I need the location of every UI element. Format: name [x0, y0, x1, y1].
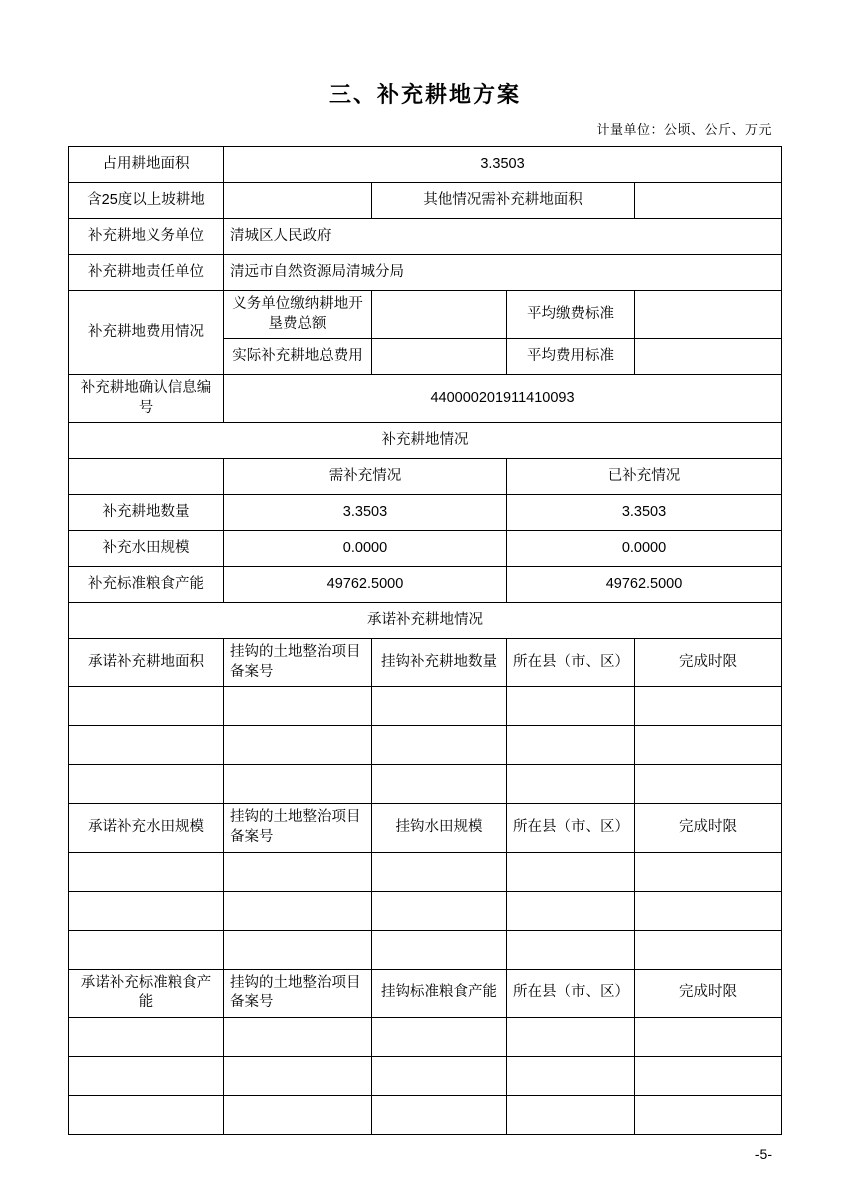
promise-capacity-deadline-header: 完成时限 — [634, 969, 781, 1017]
table-row — [68, 567, 781, 603]
promise-cell — [506, 687, 634, 726]
promise-cell — [371, 1017, 506, 1056]
table-row — [68, 375, 781, 423]
promise-cell — [506, 852, 634, 891]
table-row — [68, 1017, 781, 1056]
promise-cell — [68, 765, 223, 804]
confirm-number-label: 补充耕地确认信息编号 — [68, 375, 223, 423]
promise-cell — [371, 726, 506, 765]
fee-item1-standard-label: 平均缴费标准 — [506, 291, 634, 339]
promise-paddy-header: 承诺补充水田规模 — [68, 804, 223, 852]
promise-cell — [506, 1095, 634, 1134]
promise-cell — [68, 891, 223, 930]
supplement-capacity-label: 补充标准粮食产能 — [68, 567, 223, 603]
supplement-header-blank — [68, 459, 223, 495]
promise-paddy-scale-header: 挂钩水田规模 — [371, 804, 506, 852]
other-supplement-value — [634, 183, 781, 219]
supplement-quantity-done: 3.3503 — [506, 495, 781, 531]
need-supplement-header: 需补充情况 — [223, 459, 506, 495]
promise-cell — [371, 765, 506, 804]
table-row — [68, 639, 781, 687]
promise-cell — [634, 726, 781, 765]
promise-cell — [68, 726, 223, 765]
promise-cell — [223, 1095, 371, 1134]
table-row — [68, 969, 781, 1017]
supplement-paddy-done: 0.0000 — [506, 531, 781, 567]
promise-cell — [371, 687, 506, 726]
table-row — [68, 765, 781, 804]
fee-item2-standard-label: 平均费用标准 — [506, 339, 634, 375]
unit-note: 计量单位：公顷、公斤、万元 — [596, 122, 772, 137]
page-number: -5- — [754, 1146, 772, 1162]
promise-cell — [634, 852, 781, 891]
supplement-capacity-need: 49762.5000 — [223, 567, 506, 603]
supplement-quantity-need: 3.3503 — [223, 495, 506, 531]
supplement-paddy-need: 0.0000 — [223, 531, 506, 567]
fee-item2-value — [371, 339, 506, 375]
table-row — [68, 495, 781, 531]
duty-unit-value: 清城区人民政府 — [223, 219, 781, 255]
promise-cell — [68, 930, 223, 969]
promise-cell — [223, 930, 371, 969]
fee-situation-label: 补充耕地费用情况 — [68, 291, 223, 375]
promise-capacity-project-number-header: 挂钩的土地整治项目备案号 — [223, 969, 371, 1017]
promise-cell — [223, 687, 371, 726]
promise-paddy-project-number-header: 挂钩的土地整治项目备案号 — [223, 804, 371, 852]
table-row — [68, 603, 781, 639]
promise-capacity-value-header: 挂钩标准粮食产能 — [371, 969, 506, 1017]
responsible-unit-value: 清远市自然资源局清城分局 — [223, 255, 781, 291]
promise-project-number-header: 挂钩的土地整治项目备案号 — [223, 639, 371, 687]
promise-area-header: 承诺补充耕地面积 — [68, 639, 223, 687]
table-row — [68, 423, 781, 459]
promise-cell — [68, 687, 223, 726]
table-row — [68, 531, 781, 567]
table-row — [68, 852, 781, 891]
promise-cell — [223, 1017, 371, 1056]
promise-cell — [506, 765, 634, 804]
promise-cell — [68, 1095, 223, 1134]
promise-deadline-header: 完成时限 — [634, 639, 781, 687]
promise-cell — [223, 1056, 371, 1095]
promise-cell — [223, 891, 371, 930]
page-title: 三、补充耕地方案 — [328, 82, 521, 107]
table-row — [68, 804, 781, 852]
promise-cell — [371, 930, 506, 969]
table-row — [68, 183, 781, 219]
supplement-farmland-table — [68, 146, 782, 1135]
supplement-quantity-label: 补充耕地数量 — [68, 495, 223, 531]
promise-cell — [506, 1017, 634, 1056]
fee-item1-standard-value — [634, 291, 781, 339]
promise-paddy-deadline-header: 完成时限 — [634, 804, 781, 852]
promise-cell — [68, 1017, 223, 1056]
fee-item1-label: 义务单位缴纳耕地开垦费总额 — [223, 291, 371, 339]
promise-cell — [634, 765, 781, 804]
promise-quantity-header: 挂钩补充耕地数量 — [371, 639, 506, 687]
promise-county-header: 所在县（市、区） — [506, 639, 634, 687]
table-row — [68, 147, 781, 183]
promise-cell — [506, 726, 634, 765]
supplement-capacity-done: 49762.5000 — [506, 567, 781, 603]
slope-farmland-value — [223, 183, 371, 219]
promise-cell — [506, 891, 634, 930]
promise-cell — [371, 1056, 506, 1095]
table-row — [68, 930, 781, 969]
promise-cell — [506, 930, 634, 969]
promise-cell — [371, 891, 506, 930]
occupied-area-value: 3.3503 — [223, 147, 781, 183]
table-row — [68, 219, 781, 255]
table-row — [68, 1095, 781, 1134]
promise-cell — [223, 726, 371, 765]
promise-paddy-county-header: 所在县（市、区） — [506, 804, 634, 852]
occupied-area-label: 占用耕地面积 — [68, 147, 223, 183]
other-supplement-label: 其他情况需补充耕地面积 — [371, 183, 634, 219]
promise-cell — [223, 765, 371, 804]
table-row — [68, 687, 781, 726]
responsible-unit-label: 补充耕地责任单位 — [68, 255, 223, 291]
promise-capacity-header: 承诺补充标准粮食产能 — [68, 969, 223, 1017]
promise-cell — [634, 1095, 781, 1134]
fee-item2-standard-value — [634, 339, 781, 375]
table-row — [68, 255, 781, 291]
supplement-paddy-label: 补充水田规模 — [68, 531, 223, 567]
promise-cell — [506, 1056, 634, 1095]
promise-cell — [223, 852, 371, 891]
promise-cell — [634, 891, 781, 930]
promise-cell — [371, 852, 506, 891]
duty-unit-label: 补充耕地义务单位 — [68, 219, 223, 255]
table-row — [68, 459, 781, 495]
section-supplement-title: 补充耕地情况 — [68, 423, 781, 459]
promise-cell — [634, 687, 781, 726]
table-row — [68, 726, 781, 765]
fee-item1-value — [371, 291, 506, 339]
promise-cell — [634, 930, 781, 969]
promise-cell — [68, 852, 223, 891]
confirm-number-value: 440000201911410093 — [223, 375, 781, 423]
fee-item2-label: 实际补充耕地总费用 — [223, 339, 371, 375]
table-row — [68, 891, 781, 930]
table-row — [68, 1056, 781, 1095]
promise-cell — [371, 1095, 506, 1134]
table-row — [68, 291, 781, 339]
section-promise-title: 承诺补充耕地情况 — [68, 603, 781, 639]
promise-capacity-county-header: 所在县（市、区） — [506, 969, 634, 1017]
slope-farmland-label: 含25度以上坡耕地 — [68, 183, 223, 219]
promise-cell — [634, 1056, 781, 1095]
done-supplement-header: 已补充情况 — [506, 459, 781, 495]
promise-cell — [68, 1056, 223, 1095]
promise-cell — [634, 1017, 781, 1056]
